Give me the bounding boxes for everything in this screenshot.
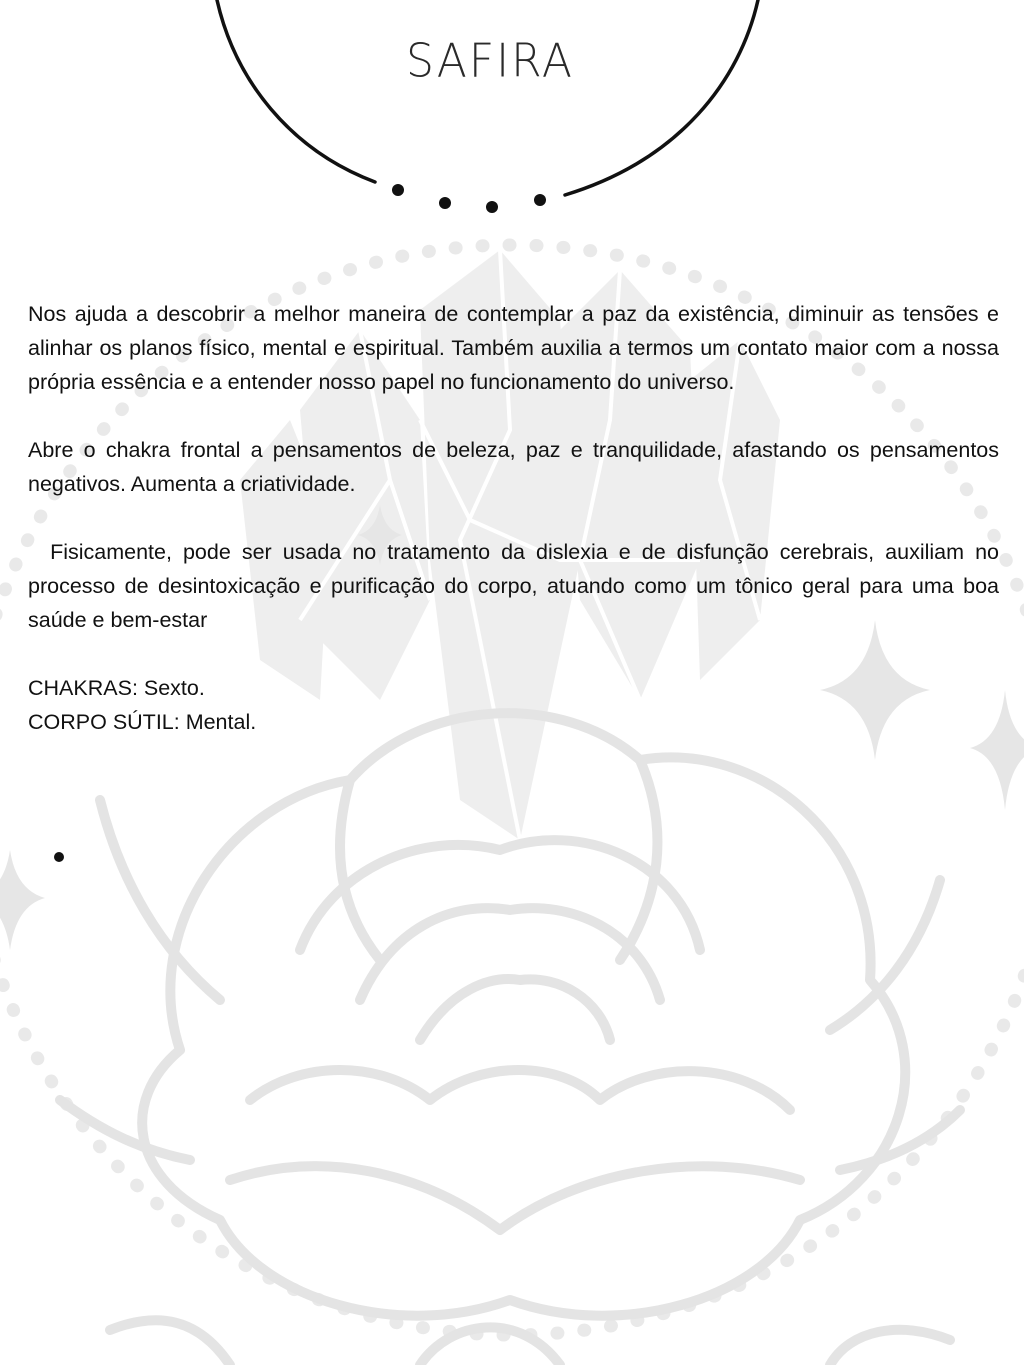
paragraph-chakra: Abre o chakra frontal a pensamentos de beleza, paz e tranquilidade, afastando os pensamentos negativos. Aumenta a criatividade. xyxy=(28,438,999,496)
arc-dot-1 xyxy=(392,184,404,196)
corpo-sutil-line: CORPO SÚTIL: Mental. xyxy=(28,710,257,734)
paragraph-intro: Nos ajuda a descobrir a melhor maneira de contemplar a paz da existência, diminuir as tensões e alinhar os planos físico, mental e espiritual. Também auxilia a termos um contato maior com a nossa própria essência e a entender nosso papel no funcionamento do universo. xyxy=(28,302,999,394)
arc-dot-3 xyxy=(486,201,498,213)
arc-dot-4 xyxy=(534,194,546,206)
arc-dot-2 xyxy=(439,197,451,209)
body-text xyxy=(28,297,1005,739)
chakras-line: CHAKRAS: Sexto. xyxy=(28,676,205,700)
page-title: SAFIRA xyxy=(405,34,575,89)
empty-bullet-point xyxy=(54,852,64,862)
arc-right-stroke xyxy=(565,0,758,195)
arc-left-stroke xyxy=(217,0,375,182)
paragraph-physical: Fisicamente, pode ser usada no tratamento da dislexia e de disfunção cerebrais, auxiliam no processo de desintoxicação e purificação do corpo, atuando como um tônico geral para uma boa saúde e bem-estar xyxy=(28,540,1005,632)
